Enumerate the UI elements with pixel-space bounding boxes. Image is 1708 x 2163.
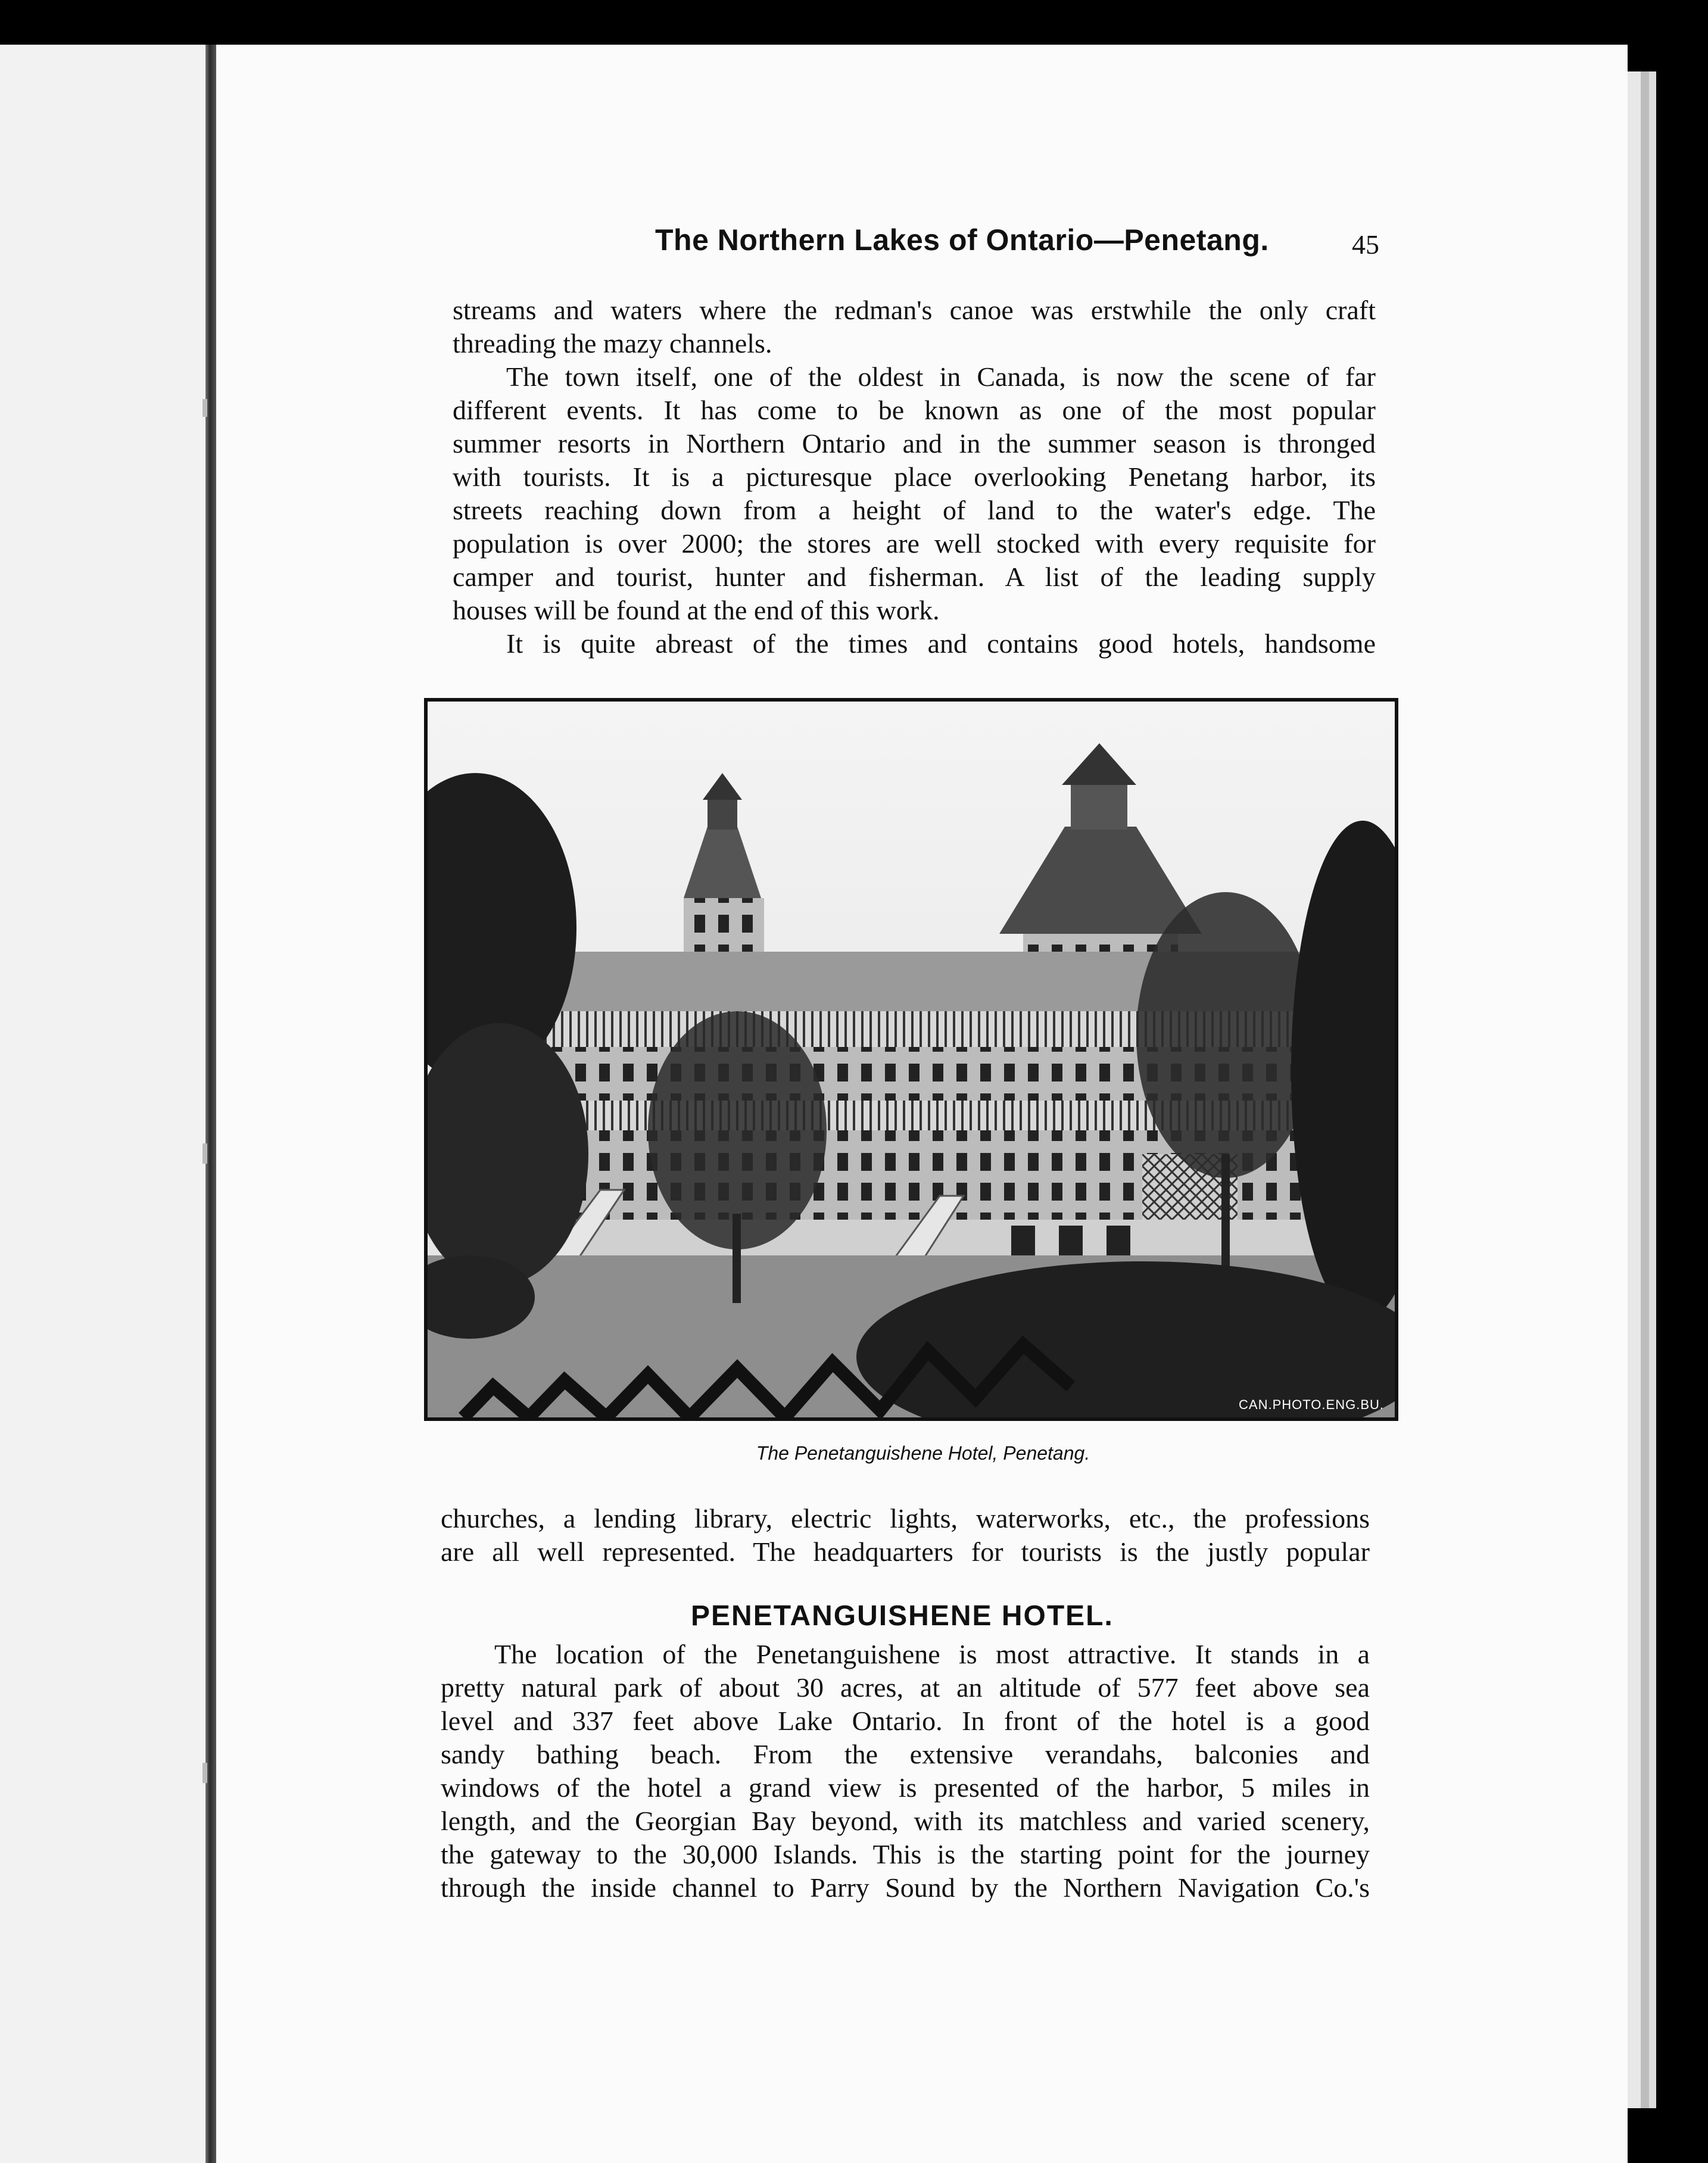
paragraph-intro [453, 294, 1376, 660]
text-line: streets reaching down from a height of land to the water's edge. The [453, 495, 1376, 525]
book-gutter [205, 45, 216, 2163]
text-line: houses will be found at the end of this work. [453, 595, 940, 625]
photo-engraver-credit: CAN.PHOTO.ENG.BU. [1239, 1397, 1384, 1412]
scan-mark [202, 1143, 207, 1164]
text-line: streams and waters where the redman's canoe was erstwhile the only craft [453, 295, 1376, 325]
page-stack-edge [1641, 71, 1649, 2108]
text-line: threading the mazy channels. [453, 328, 772, 359]
text-line: summer resorts in Northern Ontario and in the summer season is thronged [453, 428, 1376, 459]
text-line: population is over 2000; the stores are well stocked with every requisite for [453, 528, 1376, 559]
text-line: are all well represented. The headquarters for tourists is the justly popular [441, 1536, 1370, 1567]
running-title: The Northern Lakes of Ontario—Penetang. [655, 223, 1269, 257]
text-line: level and 337 feet above Lake Ontario. In front of the hotel is a good [441, 1706, 1370, 1736]
paragraph-continued [441, 1502, 1370, 1569]
scan-mark [202, 1763, 207, 1783]
paragraph-hotel [441, 1638, 1370, 1905]
text-line: different events. It has come to be known as one of the most popular [453, 395, 1376, 425]
text-line: The town itself, one of the oldest in Canada, is now the scene of far [506, 361, 1376, 392]
text-line: length, and the Georgian Bay beyond, with its matchless and varied scenery, [441, 1806, 1370, 1836]
page-number: 45 [1352, 229, 1379, 260]
text-line: sandy bathing beach. From the extensive verandahs, balconies and [441, 1739, 1370, 1769]
page-stack-edge [1628, 71, 1641, 2108]
text-line: pretty natural park of about 30 acres, at an altitude of 577 feet above sea [441, 1672, 1370, 1703]
scan-mark [202, 399, 207, 417]
hotel-photograph [424, 698, 1398, 1421]
text-line: windows of the hotel a grand view is presented of the harbor, 5 miles in [441, 1772, 1370, 1803]
text-line: through the inside channel to Parry Sound by the Northern Navigation Co.'s [441, 1872, 1370, 1903]
text-line: the gateway to the 30,000 Islands. This is the starting point for the journey [441, 1839, 1370, 1869]
page-stack-edge [1649, 71, 1656, 2108]
facing-page-edge [0, 45, 208, 2163]
text-line: The location of the Penetanguishene is most attractive. It stands in a [494, 1639, 1370, 1669]
text-line: with tourists. It is a picturesque place overlooking Penetang harbor, its [453, 462, 1376, 492]
text-line: churches, a lending library, electric lights, waterworks, etc., the professions [441, 1503, 1370, 1534]
photo-caption: The Penetanguishene Hotel, Penetang. [756, 1442, 1090, 1464]
hotel-photo-illustration [428, 702, 1395, 1417]
text-line: camper and tourist, hunter and fisherman. A list of the leading supply [453, 562, 1376, 592]
section-heading: PENETANGUISHENE HOTEL. [691, 1600, 1114, 1632]
text-line: It is quite abreast of the times and contains good hotels, handsome [506, 628, 1376, 659]
